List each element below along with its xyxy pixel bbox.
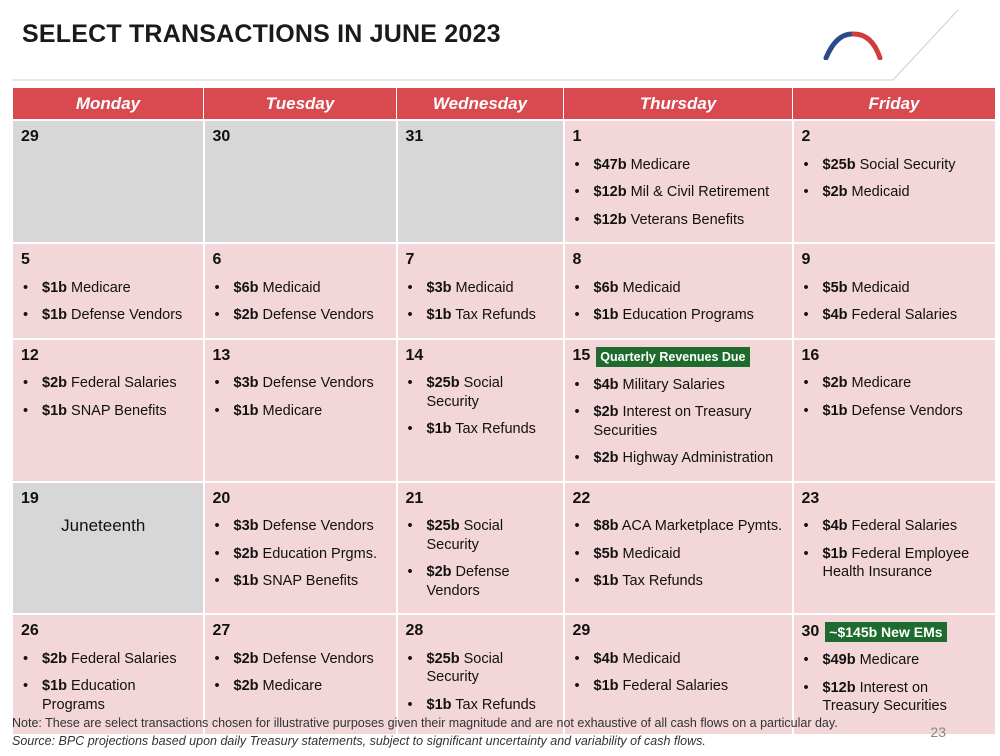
highlight-badge: Quarterly Revenues Due <box>596 347 749 367</box>
transaction-list <box>573 650 785 696</box>
weekday-header-row <box>13 88 996 121</box>
transaction-label: Social Security <box>426 650 504 685</box>
transaction-label: Defense Vendors <box>262 375 374 391</box>
transaction-label: Tax Refunds <box>455 421 536 437</box>
day-number-row <box>21 622 196 641</box>
weekday-header-tuesday: Tuesday <box>204 88 397 121</box>
day-number-row <box>573 347 785 367</box>
transaction-amount: $1b <box>42 402 67 419</box>
transaction-list <box>406 650 556 715</box>
transaction-item <box>213 677 389 696</box>
transaction-item <box>213 306 389 325</box>
transaction-amount: $6b <box>233 279 259 296</box>
transaction-list <box>406 279 556 325</box>
day-number-row <box>213 622 389 641</box>
transaction-list <box>21 279 196 325</box>
transaction-item <box>406 563 556 600</box>
transaction-label: Federal Salaries <box>622 678 729 694</box>
weekday-header-thursday: Thursday <box>564 88 793 121</box>
transaction-item <box>573 650 785 669</box>
day-number: 5 <box>21 251 30 268</box>
transaction-item <box>406 650 556 687</box>
transaction-amount: $2b <box>822 375 848 391</box>
day-number-row <box>802 490 988 509</box>
day-number: 29 <box>572 622 591 639</box>
calendar-day-cell <box>793 120 996 243</box>
transaction-amount: $5b <box>593 545 619 562</box>
transaction-label: Medicaid <box>262 279 321 296</box>
transaction-label: Interest on Treasury Securities <box>593 404 752 439</box>
transaction-label: Education Programs <box>622 307 754 323</box>
transaction-label: Defense Vendors <box>262 307 374 323</box>
transaction-item <box>21 650 196 669</box>
calendar-day-cell <box>204 339 397 482</box>
transaction-item <box>213 374 389 393</box>
transaction-amount: $2b <box>233 678 259 694</box>
calendar-day-cell <box>204 482 397 615</box>
transaction-label: Medicare <box>859 652 920 668</box>
transaction-list <box>213 279 389 325</box>
transaction-amount: $1b <box>426 421 452 437</box>
day-number-row <box>573 128 785 147</box>
day-number: 2 <box>801 128 811 145</box>
transaction-item <box>802 183 988 202</box>
day-number-row <box>406 490 556 509</box>
highlight-badge: ~$145b New EMs <box>825 622 946 642</box>
transaction-list <box>21 374 196 420</box>
transaction-label: Defense Vendors <box>851 402 963 419</box>
transaction-item <box>802 517 988 536</box>
transaction-label: Defense Vendors <box>262 518 374 534</box>
day-number-row <box>802 251 988 270</box>
transaction-label: Social Security <box>859 156 956 173</box>
transaction-amount: $25b <box>426 375 460 391</box>
transaction-label: Education Prgms. <box>262 545 377 562</box>
day-number-row <box>573 490 785 509</box>
transaction-item <box>406 696 556 715</box>
calendar-day-cell <box>397 482 564 615</box>
transaction-label: Medicare <box>262 678 323 694</box>
transaction-label: Veterans Benefits <box>630 211 745 228</box>
transaction-label: ACA Marketplace Pymts. <box>621 518 783 534</box>
transaction-item <box>21 306 196 325</box>
transaction-amount: $1b <box>426 307 452 323</box>
bpc-logo-icon <box>822 30 884 60</box>
day-number: 21 <box>405 489 424 507</box>
transaction-amount: $1b <box>42 307 67 323</box>
calendar-week-row <box>13 339 996 482</box>
transaction-item <box>573 677 785 696</box>
transaction-amount: $1b <box>822 545 848 562</box>
transaction-amount: $2b <box>233 545 259 562</box>
transaction-label: Education Programs <box>42 678 136 713</box>
calendar-day-cell <box>204 120 397 243</box>
transaction-amount: $4b <box>822 307 848 323</box>
calendar-day-cell <box>793 482 996 615</box>
page-title: SELECT TRANSACTIONS IN JUNE 2023 <box>22 20 501 48</box>
transaction-label: Federal Employee Health Insurance <box>822 545 970 580</box>
calendar-day-cell <box>13 482 204 615</box>
transaction-label: Medicaid <box>455 279 514 296</box>
transaction-item <box>573 403 785 440</box>
transaction-item <box>573 211 785 230</box>
day-number: 13 <box>212 346 231 364</box>
transaction-list <box>573 279 785 325</box>
transaction-item <box>573 572 785 591</box>
day-number-row <box>406 128 556 147</box>
calendar-day-cell <box>397 339 564 482</box>
day-number: 15 <box>572 347 591 365</box>
transaction-label: Federal Salaries <box>71 650 177 667</box>
transaction-label: Medicaid <box>851 279 910 296</box>
day-number: 8 <box>572 251 582 268</box>
transaction-list <box>802 517 988 582</box>
calendar-week-row <box>13 120 996 243</box>
transaction-amount: $5b <box>822 279 848 296</box>
footnote: Note: These are select transactions chosen for illustrative purposes given their magnitude and are not exhaustive of all cash flows on a particular day. <box>12 716 838 730</box>
transaction-item <box>213 650 389 669</box>
transaction-amount: $25b <box>426 650 460 667</box>
day-number: 12 <box>21 346 39 364</box>
transaction-label: Medicare <box>262 402 323 419</box>
transaction-item <box>213 279 389 298</box>
transaction-label: Tax Refunds <box>622 573 703 589</box>
transaction-label: Interest on Treasury Securities <box>822 679 947 714</box>
transaction-item <box>573 449 785 468</box>
transaction-label: Social Security <box>426 375 504 410</box>
day-number-row <box>573 251 785 270</box>
calendar-day-cell <box>13 243 204 339</box>
transaction-label: Defense Vendors <box>426 564 510 599</box>
transaction-amount: $2b <box>426 564 452 580</box>
day-number: 19 <box>21 489 39 507</box>
transaction-item <box>406 279 556 298</box>
transaction-label: Highway Administration <box>622 450 774 466</box>
day-number-row <box>21 490 196 509</box>
transaction-amount: $47b <box>593 156 627 173</box>
day-number-row <box>802 622 988 642</box>
calendar-day-cell <box>397 243 564 339</box>
transaction-item <box>21 677 196 714</box>
transaction-item <box>802 374 988 393</box>
transaction-amount: $1b <box>593 678 619 694</box>
calendar-day-cell <box>397 120 564 243</box>
transaction-list <box>802 374 988 420</box>
transaction-amount: $8b <box>593 518 619 534</box>
transaction-list <box>213 374 389 420</box>
transaction-item <box>802 306 988 325</box>
transaction-item <box>802 545 988 582</box>
transaction-label: Tax Refunds <box>455 696 536 713</box>
day-number-row <box>21 347 196 366</box>
transaction-label: Federal Salaries <box>71 375 177 391</box>
day-number: 20 <box>212 489 231 507</box>
day-number: 1 <box>572 128 582 145</box>
transaction-label: Mil & Civil Retirement <box>630 184 770 200</box>
transaction-list <box>573 517 785 591</box>
transaction-item <box>573 517 785 536</box>
transaction-item <box>802 402 988 421</box>
calendar-table <box>12 87 997 736</box>
transaction-list <box>213 650 389 696</box>
transaction-label: Medicare <box>851 375 912 391</box>
weekday-header-wednesday: Wednesday <box>397 88 564 121</box>
page-number: 23 <box>930 724 946 740</box>
day-number-row <box>406 622 556 641</box>
transaction-amount: $1b <box>233 402 259 419</box>
transaction-amount: $1b <box>42 279 67 296</box>
transaction-list <box>21 650 196 715</box>
day-number-row <box>406 347 556 366</box>
transaction-item <box>573 183 785 202</box>
day-number: 30 <box>801 622 820 640</box>
transaction-label: Defense Vendors <box>71 307 183 323</box>
transaction-amount: $1b <box>426 696 452 713</box>
transaction-label: Social Security <box>426 518 504 553</box>
day-number: 14 <box>405 346 424 364</box>
calendar-day-cell <box>13 120 204 243</box>
transaction-label: Military Salaries <box>622 376 725 393</box>
transaction-amount: $25b <box>426 518 460 534</box>
weekday-header-friday: Friday <box>793 88 996 121</box>
transaction-item <box>213 545 389 564</box>
transaction-item <box>802 156 988 175</box>
transaction-amount: $2b <box>593 450 619 466</box>
transaction-label: Medicare <box>630 156 691 173</box>
transaction-amount: $4b <box>593 376 619 393</box>
transaction-item <box>21 402 196 421</box>
transaction-label: SNAP Benefits <box>71 402 167 419</box>
calendar-week-row <box>13 482 996 615</box>
day-number-row <box>21 251 196 270</box>
transaction-item <box>802 651 988 670</box>
transaction-label: Medicaid <box>622 279 681 296</box>
transaction-item <box>406 374 556 411</box>
transaction-amount: $3b <box>233 375 259 391</box>
transaction-label: Federal Salaries <box>851 518 958 534</box>
day-number: 16 <box>801 346 820 364</box>
day-number: 27 <box>212 622 231 639</box>
transaction-amount: $4b <box>822 518 848 534</box>
calendar-day-cell <box>564 482 793 615</box>
transaction-item <box>573 376 785 395</box>
transaction-item <box>573 279 785 298</box>
day-number: 7 <box>405 251 415 268</box>
calendar-day-cell <box>793 243 996 339</box>
calendar-day-cell <box>564 120 793 243</box>
day-number-row <box>802 128 988 147</box>
holiday-label: Juneteenth <box>61 516 146 535</box>
day-number: 6 <box>212 251 222 268</box>
transaction-item <box>406 420 556 439</box>
day-number: 22 <box>572 489 591 507</box>
transaction-amount: $25b <box>822 156 856 173</box>
transaction-amount: $12b <box>593 184 627 200</box>
transaction-item <box>21 279 196 298</box>
transaction-amount: $12b <box>822 679 856 696</box>
transaction-item <box>406 517 556 554</box>
calendar-day-cell <box>564 243 793 339</box>
transaction-amount: $3b <box>426 279 452 296</box>
calendar-day-cell <box>13 339 204 482</box>
transaction-label: Federal Salaries <box>851 307 958 323</box>
transaction-amount: $6b <box>593 279 619 296</box>
transaction-item <box>573 156 785 175</box>
transaction-amount: $2b <box>593 404 619 420</box>
day-number-row <box>573 622 785 641</box>
day-number-row <box>406 251 556 270</box>
calendar-week-row <box>13 243 996 339</box>
day-number-row <box>802 347 988 366</box>
transaction-item <box>213 572 389 591</box>
transaction-amount: $3b <box>233 518 259 534</box>
transaction-item <box>573 545 785 564</box>
weekday-header-monday: Monday <box>13 88 204 121</box>
transaction-list <box>406 374 556 439</box>
transaction-item <box>406 306 556 325</box>
day-number: 26 <box>21 622 39 639</box>
transaction-label: Medicaid <box>622 650 681 667</box>
transaction-list <box>802 651 988 716</box>
transaction-list <box>573 156 785 230</box>
transaction-item <box>213 517 389 536</box>
transaction-amount: $4b <box>593 650 619 667</box>
day-number-row <box>213 128 389 147</box>
transaction-list <box>802 156 988 202</box>
day-number-row <box>213 490 389 509</box>
day-number: 23 <box>801 489 820 507</box>
transaction-item <box>802 679 988 716</box>
transaction-amount: $2b <box>42 375 67 391</box>
transaction-item <box>213 402 389 421</box>
transaction-label: Medicaid <box>622 545 681 562</box>
transaction-amount: $12b <box>593 211 627 228</box>
transaction-label: Medicaid <box>851 184 910 200</box>
transaction-item <box>802 279 988 298</box>
day-number: 31 <box>405 128 424 145</box>
calendar-day-cell <box>564 339 793 482</box>
day-number-row <box>213 251 389 270</box>
day-number: 29 <box>21 128 39 145</box>
day-number: 28 <box>405 622 424 639</box>
day-number-row <box>213 347 389 366</box>
transaction-list <box>573 376 785 468</box>
transaction-amount: $49b <box>822 652 856 668</box>
transaction-amount: $1b <box>42 678 67 694</box>
day-number: 30 <box>212 128 231 145</box>
day-number: 9 <box>801 251 811 268</box>
transaction-list <box>802 279 988 325</box>
transaction-amount: $2b <box>233 307 259 323</box>
transaction-amount: $1b <box>822 402 848 419</box>
day-number-row <box>21 128 196 147</box>
transaction-list <box>406 517 556 600</box>
transaction-item <box>21 374 196 393</box>
transaction-amount: $1b <box>233 573 259 589</box>
transaction-amount: $2b <box>822 184 848 200</box>
transaction-label: Defense Vendors <box>262 650 374 667</box>
source-note: Source: BPC projections based upon daily Treasury statements, subject to significant uncertainty and variability of cash flows. <box>12 734 706 748</box>
calendar-day-cell <box>204 243 397 339</box>
transaction-list <box>213 517 389 591</box>
transaction-label: Tax Refunds <box>455 307 536 323</box>
transaction-item <box>573 306 785 325</box>
calendar-day-cell <box>793 339 996 482</box>
transaction-amount: $2b <box>42 650 67 667</box>
transaction-label: SNAP Benefits <box>262 573 359 589</box>
transaction-label: Medicare <box>71 279 131 296</box>
transaction-amount: $1b <box>593 573 619 589</box>
transaction-amount: $2b <box>233 650 259 667</box>
transaction-amount: $1b <box>593 307 619 323</box>
